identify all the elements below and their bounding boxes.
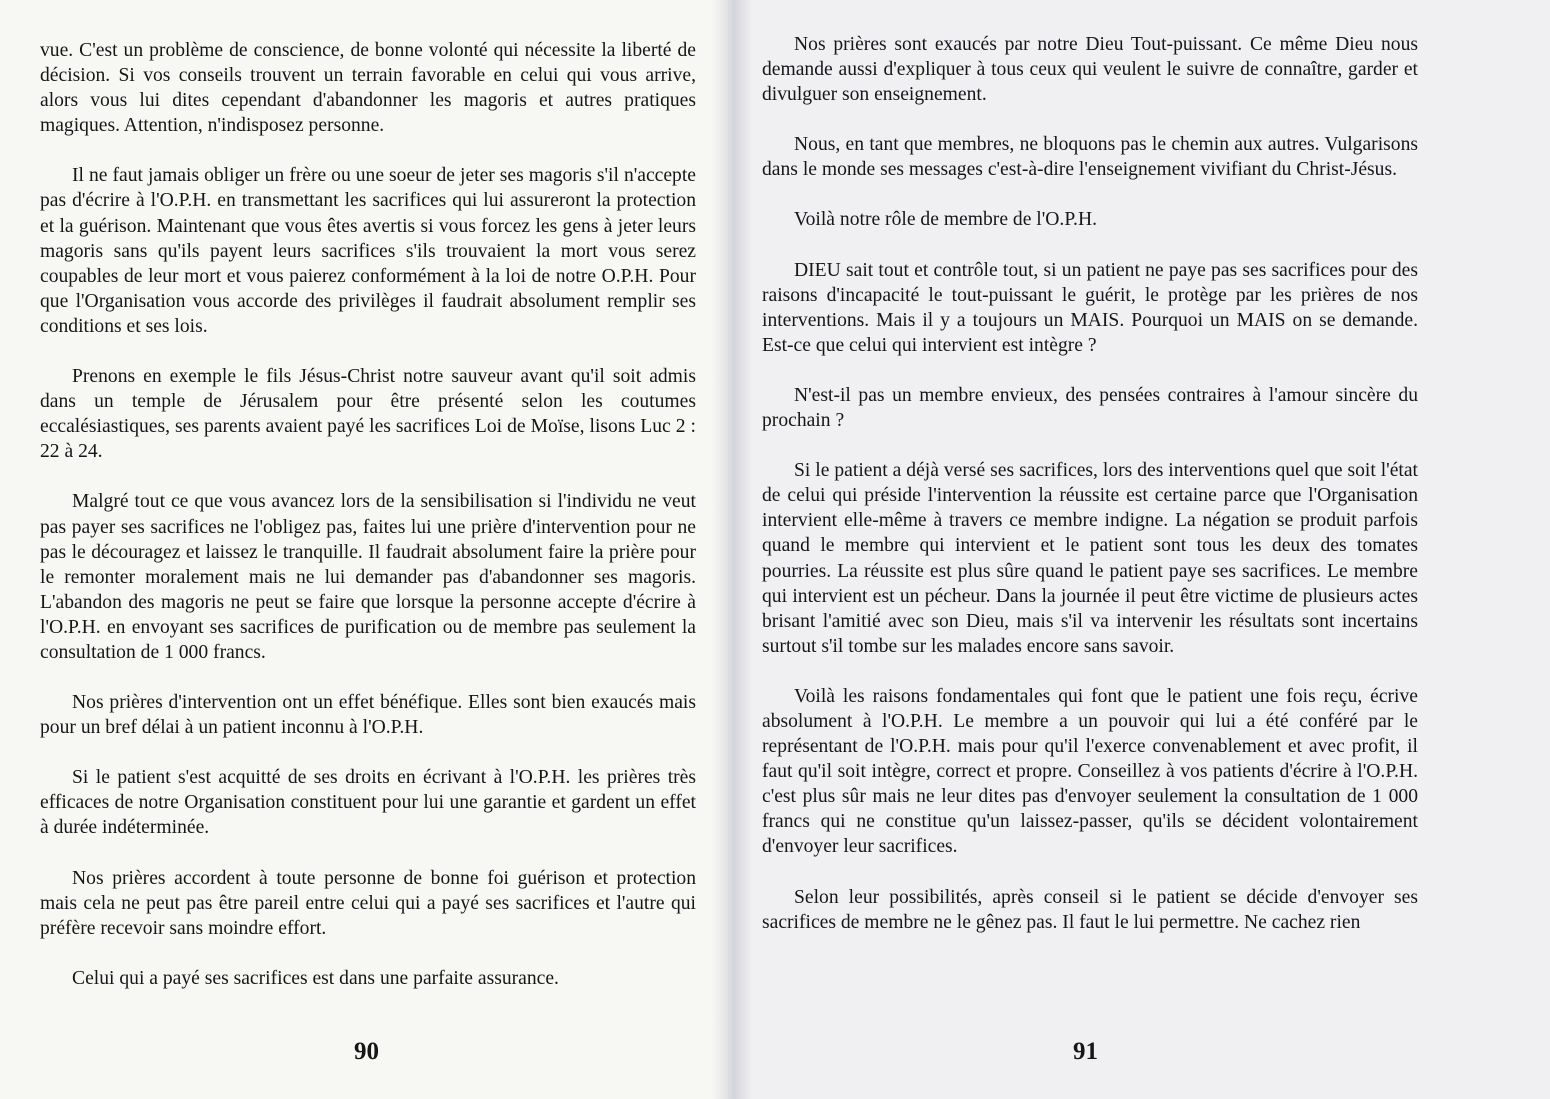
paragraph: Malgré tout ce que vous avancez lors de la sensibilisation si l'individu ne veut pas payer ses sacrifices ne l'obligez pas, faites lui une prière d'intervention pour ne pas le découragez et laissez le tranquille. Il faudrait absolument faire la prière pour le remonter moralement mais ne lui demander pas d'abandonner ses magoris. L'abandon des magoris ne peut se faire que lorsque la personne accepte d'écrire à l'O.P.H. en envoyant ses sacrifices de purification ou de membre pas seulement la consultation de 1 000 francs.	[40, 491, 696, 663]
page-number: 91	[1073, 1038, 1098, 1065]
paragraph: Voilà notre rôle de membre de l'O.P.H.	[794, 209, 1097, 231]
left-page	[0, 0, 728, 1099]
paragraph: Celui qui a payé ses sacrifices est dans une parfaite assurance.	[72, 967, 559, 989]
paragraph: Nos prières accordent à toute personne de bonne foi guérison et protection mais cela ne peut pas être pareil entre celui qui a payé ses sacrifices et l'autre qui préfère recevoir sans moindre effort.	[40, 867, 696, 939]
paragraph: Nos prières sont exaucés par notre Dieu Tout-puissant. Ce même Dieu nous demande aussi d'expliquer à tous ceux qui veulent le suivre de connaître, garder et divulguer son enseignement.	[762, 34, 1418, 106]
left-page-text	[40, 38, 696, 1016]
paragraph: Selon leur possibilités, après conseil si le patient se décide d'envoyer ses sacrifices de membre ne le gênez pas. Il faut le lui permettre. Ne cachez rien	[762, 886, 1418, 933]
paragraph: Voilà les raisons fondamentales qui font que le patient une fois reçu, écrive absolument à l'O.P.H. Le membre a un pouvoir qui lui a été conféré par le représentant de l'O.P.H. mais pour qu'il l'exerce convenablement et avec profit, il faut qu'il soit intègre, correct et propre. Conseillez à vos patients d'écrire à l'O.P.H. c'est plus sûr mais ne leur dites pas d'envoyer seulement la consultation de 1 000 francs qui ne constitue qu'un laissez-passer, qu'ils se décident volontairement d'envoyer leur sacrifices.	[762, 685, 1418, 858]
paragraph: Si le patient a déjà versé ses sacrifices, lors des interventions quel que soit l'état de celui qui préside l'intervention la réussite est certaine parce que l'Organisation intervient elle-même à travers ce membre indigne. La négation se produit parfois quand le membre qui intervient et le patient sont tous les deux des tomates pourries. La réussite est plus sûre quand le patient paye ses sacrifices. Le membre qui intervient est un pécheur. Dans la journée il peut être victime de plusieurs actes brisant l'amitié avec son Dieu, mais s'il va intervenir les résultats sont incertains surtout s'il tombe sur les malades encore sans savoir.	[762, 460, 1418, 657]
paragraph: N'est-il pas un membre envieux, des pensées contraires à l'amour sincère du prochain ?	[762, 384, 1418, 432]
paragraph: vue. C'est un problème de conscience, de bonne volonté qui nécessite la liberté de décision. Si vos conseils trouvent un terrain favorable en celui qui vous arrive, alors vous lui dites cependant d'abandonner les magoris et autres pratiques magiques. Attention, n'indisposez personne.	[40, 40, 696, 137]
right-page-text	[762, 32, 1418, 935]
page-number: 90	[354, 1038, 379, 1065]
paragraph: Il ne faut jamais obliger un frère ou une soeur de jeter ses magoris s'il n'accepte pas d'écrire à l'O.P.H. en transmettant les sacrifices qui lui assureront la protection et la guérison. Maintenant que vous êtes avertis si vous forcez les gens à jeter leurs magoris sans qu'ils payent leurs sacrifices s'ils trouvaient la mort vous serez coupables de leur mort et vous paierez conformément à la loi de notre O.P.H. Pour que l'Organisation vous accorde des privilèges il faudrait absolument remplir ses conditions et ses lois.	[40, 165, 696, 337]
paragraph: Nous, en tant que membres, ne bloquons pas le chemin aux autres. Vulgarisons dans le monde ses messages c'est-à-dire l'enseignement vivifiant du Christ-Jésus.	[762, 134, 1418, 181]
paragraph: Prenons en exemple le fils Jésus-Christ notre sauveur avant qu'il soit admis dans un temple de Jérusalem pour être présenté selon les coutumes eccalésiastiques, ses parents avaient payé les sacrifices Loi de Moïse, lisons Luc 2 : 22 à 24.	[40, 366, 696, 463]
paragraph: Nos prières d'intervention ont un effet bénéfique. Elles sont bien exaucés mais pour un bref délai à un patient inconnu à l'O.P.H.	[40, 692, 696, 739]
paragraph: DIEU sait tout et contrôle tout, si un patient ne paye pas ses sacrifices pour des raisons d'incapacité le tout-puissant le guérit, le protège par les prières de nos interventions. Mais il y a toujours un MAIS. Pourquoi un MAIS on se demande. Est-ce que celui qui intervient est intègre ?	[762, 259, 1418, 356]
paragraph: Si le patient s'est acquitté de ses droits en écrivant à l'O.P.H. les prières très efficaces de notre Organisation constituent pour lui une garantie et gardent un effet à durée indéterminée.	[40, 767, 696, 839]
right-page	[728, 0, 1550, 1099]
